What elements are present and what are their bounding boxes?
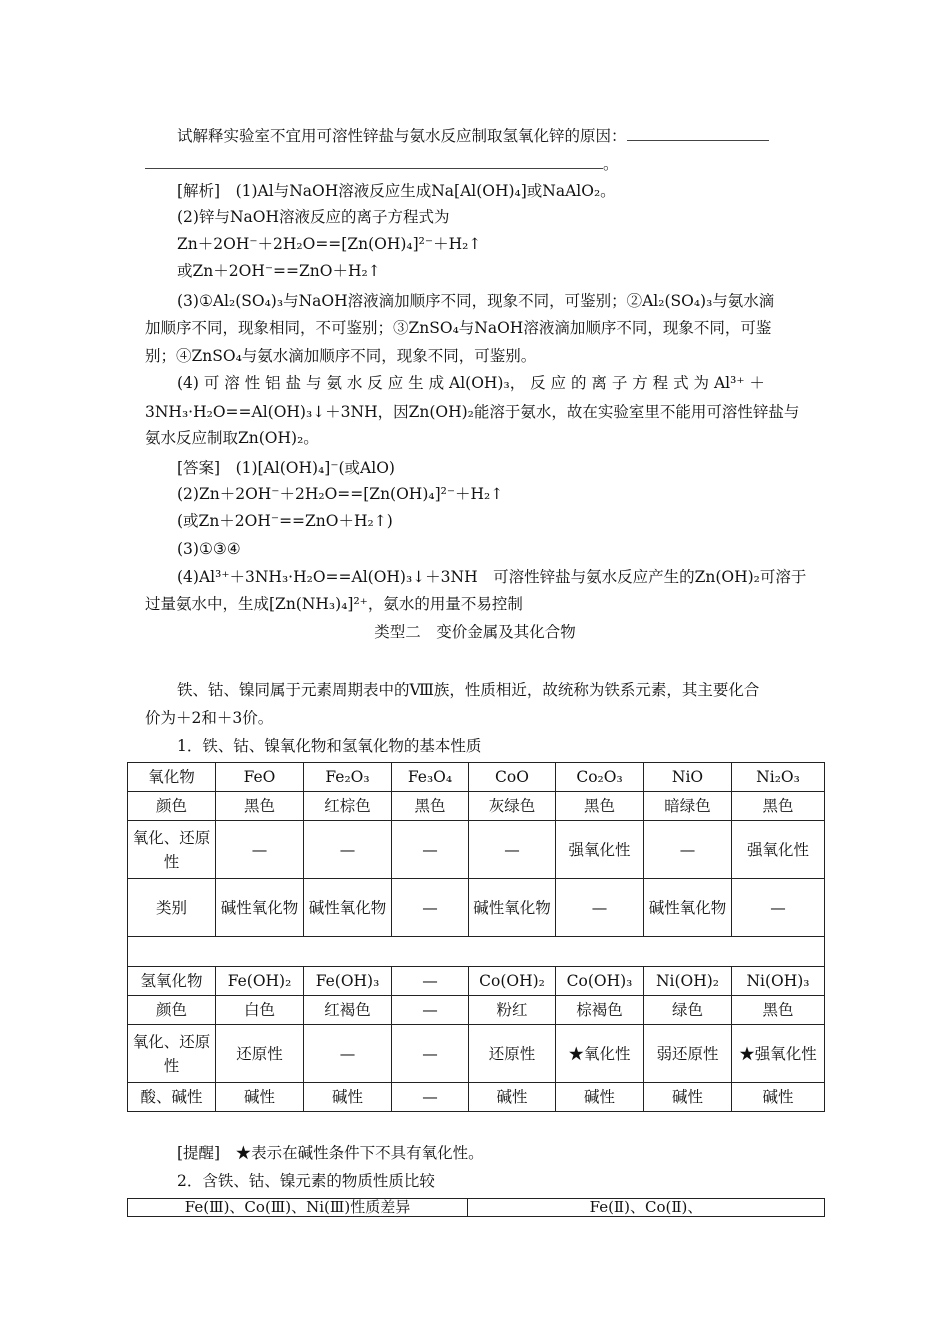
table-row bbox=[128, 1083, 825, 1112]
table-cell: 碱性氧化物 bbox=[304, 879, 392, 937]
analysis-line: 氨水反应制取Zn(OH)₂。 bbox=[145, 429, 319, 447]
table-cell: Ni₂O₃ bbox=[732, 763, 825, 792]
table-row bbox=[128, 996, 825, 1025]
reminder: [提醒] ★表示在碱性条件下不具有氧化性。 bbox=[177, 1144, 484, 1162]
table-cell: 氧化物 bbox=[128, 763, 216, 792]
table-cell: Fe(Ⅱ)、Co(Ⅱ)、 bbox=[468, 1199, 825, 1217]
analysis-line: 或Zn＋2OH⁻==ZnO＋H₂↑ bbox=[177, 262, 381, 280]
table-cell: ★强氧化性 bbox=[732, 1025, 825, 1083]
answer-line: (3)①③④ bbox=[177, 540, 241, 558]
answer-blank-long bbox=[145, 150, 603, 169]
table-cell: NiO bbox=[644, 763, 732, 792]
table-cell: Fe(OH)₃ bbox=[304, 967, 392, 996]
table-cell: 灰绿色 bbox=[469, 792, 556, 821]
table-cell: ★氧化性 bbox=[556, 1025, 644, 1083]
answer-line: 过量氨水中，生成[Zn(NH₃)₄]²⁺，氨水的用量不易控制 bbox=[145, 595, 523, 613]
table-cell: — bbox=[392, 1083, 469, 1112]
table-cell: Fe₃O₄ bbox=[392, 763, 469, 792]
table-cell: — bbox=[304, 821, 392, 879]
table-cell: — bbox=[392, 879, 469, 937]
table-cell: Fe₂O₃ bbox=[304, 763, 392, 792]
table-cell: FeO bbox=[216, 763, 304, 792]
table-cell: CoO bbox=[469, 763, 556, 792]
answer-line: (2)Zn＋2OH⁻＋2H₂O==[Zn(OH)₄]²⁻＋H₂↑ bbox=[177, 485, 504, 503]
analysis-line: (3)①Al₂(SO₄)₃与NaOH溶液滴加顺序不同，现象不同，可鉴别；②Al₂(SO₄)₃与氨水滴 bbox=[177, 292, 775, 310]
table-cell: Ni(OH)₃ bbox=[732, 967, 825, 996]
table-cell: 暗绿色 bbox=[644, 792, 732, 821]
analysis-line: Zn＋2OH⁻＋2H₂O==[Zn(OH)₄]²⁻＋H₂↑ bbox=[177, 235, 482, 253]
table-row bbox=[128, 967, 825, 996]
table-cell: — bbox=[469, 821, 556, 879]
table-cell: 碱性氧化物 bbox=[216, 879, 304, 937]
table-cell: 棕褐色 bbox=[556, 996, 644, 1025]
table-spacer-row bbox=[128, 937, 825, 967]
table-row bbox=[128, 821, 825, 879]
table-cell: Ni(OH)₂ bbox=[644, 967, 732, 996]
table-cell: 弱还原性 bbox=[644, 1025, 732, 1083]
section-title: 类型二 变价金属及其化合物 bbox=[374, 623, 576, 641]
table2-title: 2．含铁、钴、镍元素的物质性质比较 bbox=[177, 1172, 435, 1190]
table-cell: — bbox=[392, 967, 469, 996]
table-cell: 颜色 bbox=[128, 792, 216, 821]
table-cell: Co(OH)₂ bbox=[469, 967, 556, 996]
table-cell: 粉红 bbox=[469, 996, 556, 1025]
table-cell: 氧化、还原性 bbox=[128, 1025, 216, 1083]
table-cell: 酸、碱性 bbox=[128, 1083, 216, 1112]
analysis-line: (2)锌与NaOH溶液反应的离子方程式为 bbox=[177, 208, 450, 226]
table-cell: — bbox=[304, 1025, 392, 1083]
answer-line: (或Zn＋2OH⁻==ZnO＋H₂↑) bbox=[177, 512, 393, 530]
table-cell: Co(OH)₃ bbox=[556, 967, 644, 996]
table-cell: 绿色 bbox=[644, 996, 732, 1025]
table-cell: 黑色 bbox=[556, 792, 644, 821]
answer-blank bbox=[627, 122, 769, 141]
table-cell: 红褐色 bbox=[304, 996, 392, 1025]
table-cell: 还原性 bbox=[469, 1025, 556, 1083]
comparison-table bbox=[127, 1198, 825, 1217]
analysis-line: 加顺序不同，现象相同，不可鉴别；③ZnSO₄与NaOH溶液滴加顺序不同，现象不同，可鉴 bbox=[145, 319, 772, 337]
table-cell: — bbox=[556, 879, 644, 937]
table-cell: 红棕色 bbox=[304, 792, 392, 821]
table-cell: 黑色 bbox=[216, 792, 304, 821]
table-cell: — bbox=[392, 821, 469, 879]
table-cell: 碱性氧化物 bbox=[644, 879, 732, 937]
table-cell: 黑色 bbox=[732, 792, 825, 821]
table-row bbox=[128, 879, 825, 937]
answer-line: (4)Al³⁺＋3NH₃·H₂O==Al(OH)₃↓＋3NH 可溶性锌盐与氨水反应产生的Zn(OH)₂可溶于 bbox=[177, 568, 807, 586]
table-cell: 碱性 bbox=[304, 1083, 392, 1112]
answer-line: [答案] (1)[Al(OH)₄]⁻(或AlO) bbox=[177, 459, 395, 477]
intro-line: 价为＋2和＋3价。 bbox=[145, 709, 274, 727]
table-cell: 氢氧化物 bbox=[128, 967, 216, 996]
analysis-line: (4) 可 溶 性 铝 盐 与 氨 水 反 应 生 成 Al(OH)₃， 反 应 的 离 子 方 程 式 为 Al³⁺ ＋ bbox=[177, 374, 765, 392]
table-cell: 碱性氧化物 bbox=[469, 879, 556, 937]
table-cell: — bbox=[732, 879, 825, 937]
table-row bbox=[128, 1025, 825, 1083]
table-cell: Co₂O₃ bbox=[556, 763, 644, 792]
table-cell: Fe(Ⅲ)、Co(Ⅲ)、Ni(Ⅲ)性质差异 bbox=[128, 1199, 468, 1217]
table-cell: 碱性 bbox=[469, 1083, 556, 1112]
table-cell: 黑色 bbox=[392, 792, 469, 821]
table-cell: — bbox=[392, 1025, 469, 1083]
table-cell: — bbox=[216, 821, 304, 879]
table-cell: 碱性 bbox=[216, 1083, 304, 1112]
question-blank-line: 。 bbox=[145, 150, 805, 177]
table-cell: Fe(OH)₂ bbox=[216, 967, 304, 996]
table-cell: 还原性 bbox=[216, 1025, 304, 1083]
table-cell: — bbox=[392, 996, 469, 1025]
table-cell: 类别 bbox=[128, 879, 216, 937]
table-cell: 白色 bbox=[216, 996, 304, 1025]
table-cell: 强氧化性 bbox=[556, 821, 644, 879]
analysis-line: [解析] (1)Al与NaOH溶液反应生成Na[Al(OH)₄]或NaAlO₂。 bbox=[177, 182, 616, 200]
table-row bbox=[128, 1199, 825, 1217]
analysis-line: 别；④ZnSO₄与氨水滴加顺序不同，现象不同，可鉴别。 bbox=[145, 347, 537, 365]
table-spacer-cell bbox=[128, 937, 825, 967]
question-prompt: 试解释实验室不宜用可溶性锌盐与氨水反应制取氢氧化锌的原因： bbox=[177, 122, 837, 149]
table1-title: 1．铁、钴、镍氧化物和氢氧化物的基本性质 bbox=[177, 737, 482, 755]
table-cell: 氧化、还原性 bbox=[128, 821, 216, 879]
table-cell: 强氧化性 bbox=[732, 821, 825, 879]
table-cell: 黑色 bbox=[732, 996, 825, 1025]
oxide-hydroxide-table bbox=[127, 762, 825, 1112]
table-cell: 碱性 bbox=[644, 1083, 732, 1112]
analysis-line: 3NH₃·H₂O==Al(OH)₃↓＋3NH，因Zn(OH)₂能溶于氨水，故在实验室里不能用可溶性锌盐与 bbox=[145, 403, 800, 421]
intro-line: 铁、钴、镍同属于元素周期表中的Ⅷ族，性质相近，故统称为铁系元素，其主要化合 bbox=[177, 681, 760, 699]
table-row bbox=[128, 763, 825, 792]
table-cell: 碱性 bbox=[556, 1083, 644, 1112]
table-cell: 颜色 bbox=[128, 996, 216, 1025]
table-cell: — bbox=[644, 821, 732, 879]
table-row bbox=[128, 792, 825, 821]
table-cell: 碱性 bbox=[732, 1083, 825, 1112]
